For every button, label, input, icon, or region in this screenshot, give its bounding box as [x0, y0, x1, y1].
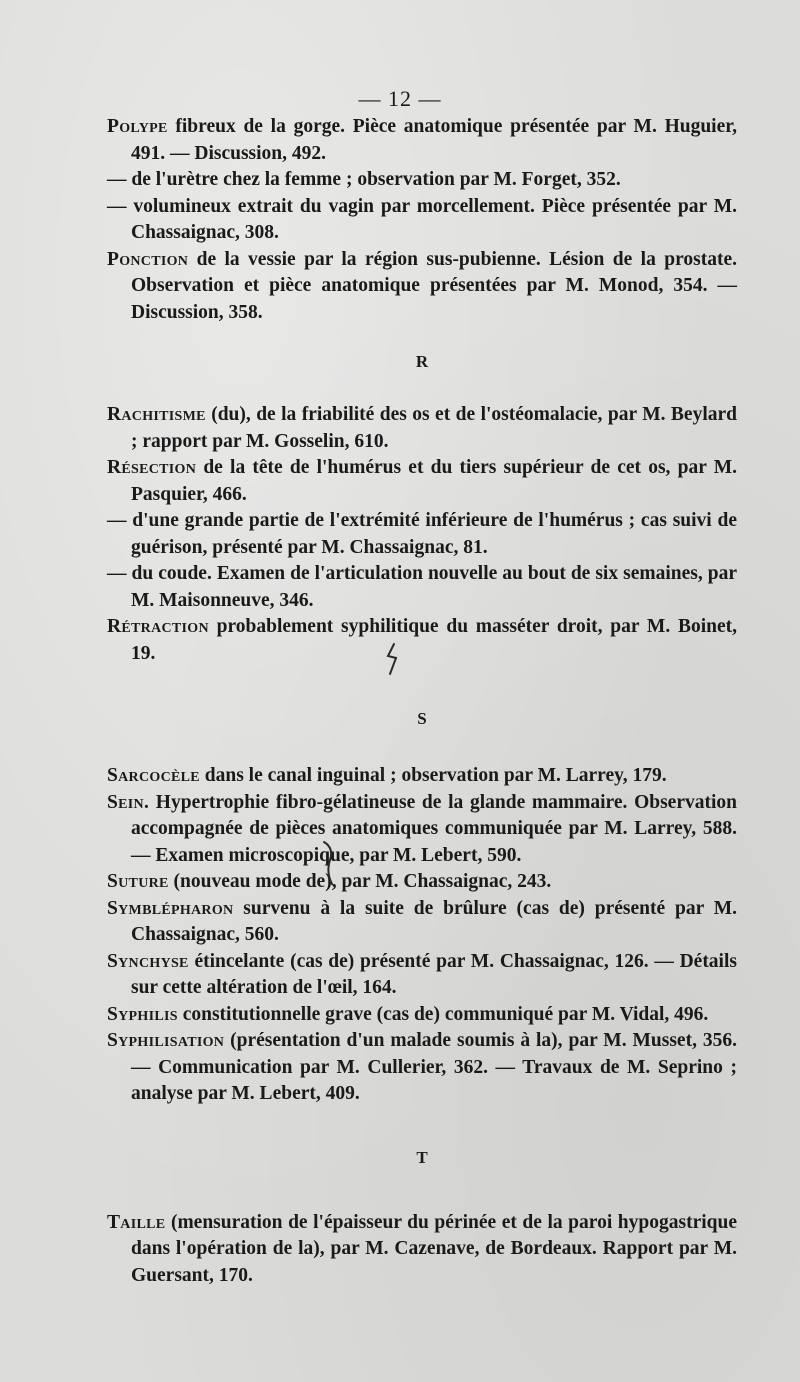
- index-entry-rachitisme: [107, 402, 737, 455]
- index-subentry-uretre: [107, 167, 737, 194]
- entry-head: Sarcocèle: [107, 765, 200, 786]
- section-s: [107, 763, 737, 1108]
- entry-text: — volumineux extrait du vagin par morcellement. Pièce présentée par M. Chassaignac, 308.: [107, 195, 737, 243]
- index-entry-retraction: [107, 614, 737, 667]
- section-letter-s: S: [417, 709, 427, 728]
- index-entry-symblepharon: [107, 896, 737, 949]
- index-subentry-humerus: [107, 508, 737, 561]
- entry-text: — du coude. Examen de l'articulation nouvelle au bout de six semaines, par M. Maisonneuve, 346.: [107, 563, 737, 611]
- entry-text: (du), de la friabilité des os et de l'ostéomalacie, par M. Beylard ; rapport par M. Gosselin, 610.: [131, 404, 737, 452]
- entry-head: Taille: [107, 1211, 166, 1233]
- section-p: [107, 114, 737, 326]
- section-t: [107, 1210, 737, 1290]
- entry-head: Syphilisation: [107, 1030, 225, 1051]
- entry-text: — d'une grande partie de l'extrémité inférieure de l'humérus ; cas suivi de guérison, présenté par M. Chassaignac, 81.: [107, 510, 737, 558]
- index-subentry-coude: [107, 561, 737, 614]
- section-letter-r: R: [415, 352, 429, 371]
- entry-head: Rachitisme: [107, 404, 206, 425]
- entry-text: de la vessie par la région sus-pubienne. Lésion de la prostate. Observation et pièce anatomique présentées par M. Monod, 354. — Discussion, 358.: [131, 248, 737, 323]
- page-number: — 12 —: [358, 86, 442, 111]
- entry-text: étincelante (cas de) présenté par M. Chassaignac, 126. — Détails sur cette altération de l'œil, 164.: [131, 950, 737, 998]
- section-letter-t: T: [416, 1147, 428, 1167]
- entry-text: fibreux de la gorge. Pièce anatomique présentée par M. Huguier, 491. — Discussion, 492.: [131, 116, 737, 164]
- entry-head: Résection: [107, 457, 197, 478]
- index-entry-ponction: [107, 247, 737, 327]
- entry-text: (nouveau mode de), par M. Chassaignac, 243.: [168, 871, 552, 892]
- entry-head: Ponction: [107, 248, 189, 270]
- index-entry-taille: [107, 1210, 737, 1290]
- index-entry-syphilis: [107, 1002, 737, 1029]
- entry-text: de la tête de l'humérus et du tiers supérieur de cet os, par M. Pasquier, 466.: [131, 457, 737, 505]
- entry-text: survenu à la suite de brûlure (cas de) présenté par M. Chassaignac, 560.: [131, 897, 737, 945]
- entry-text: dans le canal inguinal ; observation par M. Larrey, 179.: [199, 765, 667, 786]
- index-content: [107, 114, 737, 1289]
- index-entry-suture: [107, 869, 737, 896]
- index-entry-polype: [107, 114, 737, 167]
- index-subentry-volumineux: [107, 194, 737, 247]
- entry-text: constitutionnelle grave (cas de) communiqué par M. Vidal, 496.: [177, 1003, 709, 1025]
- entry-head: Symblépharon: [107, 897, 234, 919]
- entry-head: Sein.: [107, 791, 150, 813]
- entry-head: Syphilis: [107, 1003, 178, 1025]
- entry-head: Suture: [107, 871, 169, 892]
- entry-head: Rétraction: [107, 616, 209, 637]
- entry-text: Hypertrophie fibro-gélatineuse de la glande mammaire. Observation accompagnée de pièces anatomiques communiquée par M. Larrey, 588. — Examen microscopique, par M. Lebert, 590.: [131, 791, 737, 866]
- index-entry-syphilisation: [107, 1028, 737, 1108]
- entry-text: — de l'urètre chez la femme ; observation par M. Forget, 352.: [107, 169, 621, 190]
- index-entry-sein: [107, 790, 737, 870]
- entry-text: probablement syphilitique du masséter droit, par M. Boinet, 19.: [131, 616, 737, 664]
- entry-text: (mensuration de l'épaisseur du périnée et de la paroi hypogastrique dans l'opération de la), par M. Cazenave, de Bordeaux. Rapport par M. Guersant, 170.: [131, 1211, 737, 1286]
- index-entry-resection: [107, 455, 737, 508]
- entry-head: Polype: [107, 116, 168, 137]
- entry-text: (présentation d'un malade soumis à la), par M. Musset, 356. — Communication par M. Cullerier, 362. — Travaux de M. Seprino ; analyse par M. Lebert, 409.: [131, 1030, 737, 1104]
- entry-head: Synchyse: [107, 950, 189, 972]
- index-entry-sarcocele: [107, 763, 737, 790]
- index-entry-synchyse: [107, 949, 737, 1002]
- section-r: [107, 402, 737, 667]
